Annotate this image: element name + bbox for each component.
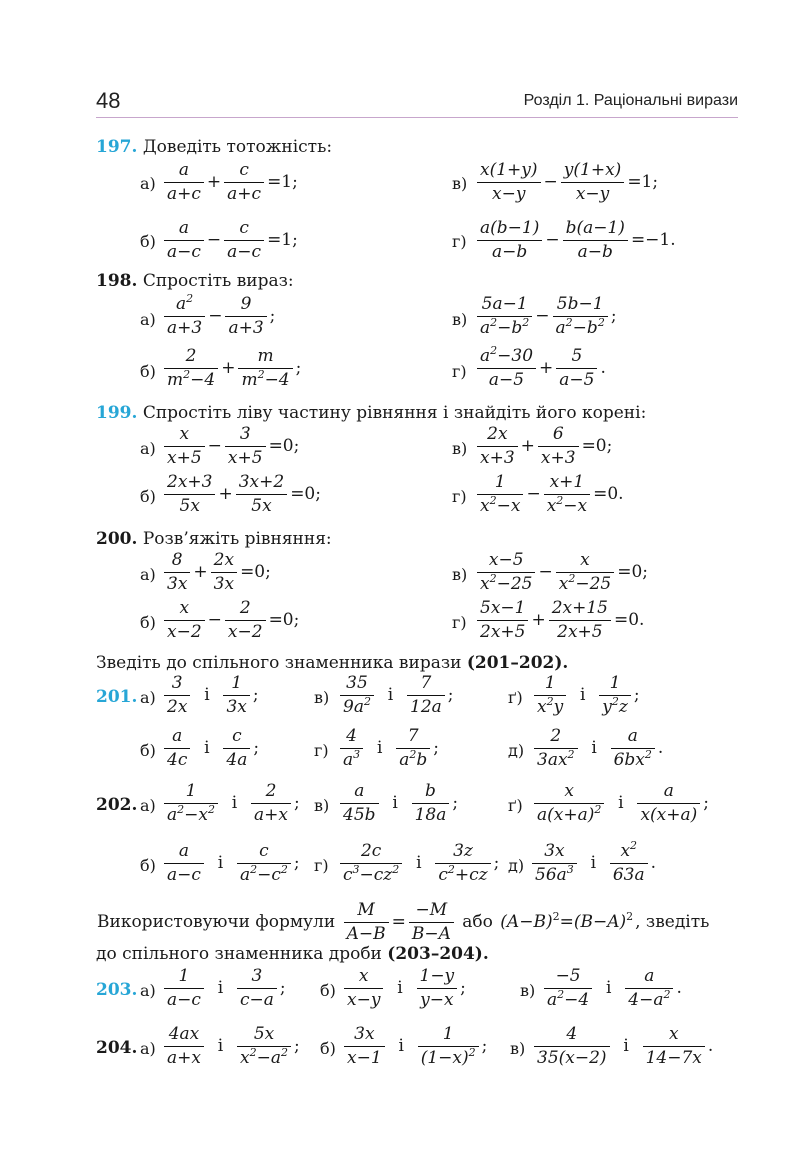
page-number: 48: [96, 88, 121, 113]
problem-199-heading: [96, 405, 646, 422]
item-label: в): [452, 565, 468, 584]
expression-201d: $\frac{2}{3ax^2}$ і $\frac{a}{6bx^2}$ .: [532, 728, 664, 769]
item-label: а): [140, 565, 156, 584]
expression-204a: $\frac{4ax}{a+x}$ і $\frac{5x}{x^2-a^2}$ ;: [162, 1026, 301, 1067]
expression-201v: $\frac{35}{9a^2}$ і $\frac{7}{12a}$ ;: [338, 675, 455, 716]
expression-199b: $\frac{2x+3}{5x}$ + $\frac{3x+2}{5x}$ =0;: [162, 474, 322, 515]
expression-201b: $\frac{a}{4c}$ і $\frac{c}{4a}$ ;: [162, 728, 260, 769]
expression-202gg: $\frac{x}{a(x+a)^2}$ і $\frac{a}{x(x+a)}$ ;: [532, 783, 710, 824]
item-label: б): [140, 487, 156, 506]
item-label: в): [314, 688, 330, 707]
expression-201a: $\frac{3}{2x}$ і $\frac{1}{3x}$ ;: [162, 675, 260, 716]
item-label: б): [140, 856, 156, 875]
expression-201gg: $\frac{1}{x^2y}$ і $\frac{1}{y^2z}$ ;: [532, 675, 641, 716]
formula: $(A-B)^2=(B-A)^2$: [500, 910, 634, 932]
item-label: в): [314, 796, 330, 815]
item-label: б): [140, 362, 156, 381]
item-label: г): [314, 741, 329, 760]
instruction-or: або: [462, 912, 493, 932]
problem-198-heading: [96, 273, 294, 290]
problem-197-heading: [96, 139, 332, 156]
item-label: б): [140, 741, 156, 760]
item-label: б): [320, 1039, 336, 1058]
problem-204-number: 204.: [96, 1038, 138, 1058]
expression-203a: $\frac{1}{a-c}$ і $\frac{3}{c-a}$ ;: [162, 968, 287, 1009]
expression-204v: $\frac{4}{35(x-2)}$ і $\frac{x}{14-7x}$ .: [532, 1026, 714, 1067]
item-label: д): [508, 741, 525, 760]
item-label: б): [140, 613, 156, 632]
item-label: а): [140, 439, 156, 458]
problem-text: Розв’яжіть рівняння:: [142, 529, 332, 549]
problem-number: 198.: [96, 271, 138, 291]
expression-202d: $\frac{3x}{56a^3}$ і $\frac{x^2}{63a}$ .: [530, 843, 657, 884]
expression-198a: $\frac{a^2}{a+3}$ − $\frac{9}{a+3}$ ;: [162, 296, 276, 337]
problem-text: Спростіть ліву частину рівняння і знайдіть його корені:: [142, 403, 647, 423]
expression-203b: $\frac{x}{x-y}$ і $\frac{1-y}{y-x}$ ;: [342, 968, 467, 1009]
item-label: в): [452, 310, 468, 329]
instruction-203-204-line1: Використовуючи формули $\frac{M}{A-B}$ = $\frac{-M}{B-A}$ або $(A-B)^2=(B-A)^2$ , зведіть: [97, 900, 710, 944]
chapter-title: Розділ 1. Раціональні вирази: [523, 92, 738, 109]
problem-number: 197.: [96, 137, 138, 157]
instruction-text: Використовуючи формули: [97, 912, 336, 932]
expression-198g: $\frac{a^2-30}{a-5}$ + $\frac{5}{a-5}$ .: [475, 348, 607, 389]
item-label: а): [140, 1039, 156, 1058]
item-label: в): [452, 174, 468, 193]
item-label: г): [452, 487, 467, 506]
expression-201g: $\frac{4}{a^3}$ і $\frac{7}{a^2b}$ ;: [338, 728, 440, 769]
expression-199v: $\frac{2x}{x+3}$ + $\frac{6}{x+3}$ =0;: [475, 426, 613, 467]
item-label: а): [140, 310, 156, 329]
item-label: а): [140, 796, 156, 815]
item-label: г): [452, 613, 467, 632]
problem-201-number: 201.: [96, 687, 138, 707]
item-label: в): [452, 439, 468, 458]
problem-text: Спростіть вираз:: [142, 271, 294, 291]
problem-number: 199.: [96, 403, 138, 423]
item-label: а): [140, 981, 156, 1000]
expression-200a: $\frac{8}{3x}$ + $\frac{2x}{3x}$ =0;: [162, 552, 272, 593]
expression-202g: $\frac{2c}{c^3-cz^2}$ і $\frac{3z}{c^2+cz}$ ;: [338, 843, 500, 884]
item-label: б): [320, 981, 336, 1000]
item-label: а): [140, 174, 156, 193]
item-label: б): [140, 232, 156, 251]
problem-202-number: 202.: [96, 795, 138, 815]
item-label: а): [140, 688, 156, 707]
problem-text: Доведіть тотожність:: [142, 137, 333, 157]
instruction-text: до спільного знаменника дроби: [96, 944, 382, 964]
expression-197b: $\frac{a}{a-c}$ − $\frac{c}{a-c}$ =1;: [162, 220, 299, 261]
expression-202b: $\frac{a}{a-c}$ і $\frac{c}{a^2-c^2}$ ;: [162, 843, 301, 884]
expression-204b: $\frac{3x}{x-1}$ і $\frac{1}{(1-x)^2}$ ;: [342, 1026, 488, 1067]
expression-200v: $\frac{x-5}{x^2-25}$ − $\frac{x}{x^2-25}$ =0;: [475, 552, 649, 593]
item-label: ґ): [508, 796, 523, 815]
item-label: г): [452, 232, 467, 251]
item-label: в): [510, 1039, 526, 1058]
item-label: д): [508, 856, 525, 875]
expression-197g: $\frac{a(b-1)}{a-b}$ − $\frac{b(a-1)}{a-b}$ =−1.: [475, 220, 677, 261]
expression-203v: $\frac{-5}{a^2-4}$ і $\frac{a}{4-a^2}$ .: [542, 968, 683, 1009]
item-label: г): [314, 856, 329, 875]
problem-203-number: 203.: [96, 980, 138, 1000]
header-divider: [96, 117, 738, 118]
expression-197a: $\frac{a}{a+c}$ + $\frac{c}{a+c}$ =1;: [162, 162, 299, 203]
problem-number: 200.: [96, 529, 138, 549]
expression-199a: $\frac{x}{x+5}$ − $\frac{3}{x+5}$ =0;: [162, 426, 300, 467]
expression-202a: $\frac{1}{a^2-x^2}$ і $\frac{2}{a+x}$ ;: [162, 783, 301, 824]
item-label: в): [520, 981, 536, 1000]
expression-198b: $\frac{2}{m^2-4}$ + $\frac{m}{m^2-4}$ ;: [162, 348, 302, 389]
expression-200g: $\frac{5x-1}{2x+5}$ + $\frac{2x+15}{2x+5}$ =0.: [475, 600, 645, 641]
instruction-203-204-line2: [96, 946, 489, 963]
expression-199g: $\frac{1}{x^2-x}$ − $\frac{x+1}{x^2-x}$ =0.: [475, 474, 625, 515]
expression-197v: $\frac{x(1+y)}{x-y}$ − $\frac{y(1+x)}{x-y}$ =1;: [475, 162, 659, 203]
instruction-201-202: [96, 655, 568, 672]
expression-200b: $\frac{x}{x-2}$ − $\frac{2}{x-2}$ =0;: [162, 600, 300, 641]
instruction-range: (201–202).: [466, 653, 569, 673]
instruction-text: Зведіть до спільного знаменника вирази: [96, 653, 462, 673]
item-label: г): [452, 362, 467, 381]
instruction-text: , зведіть: [635, 912, 710, 932]
expression-198v: $\frac{5a-1}{a^2-b^2}$ − $\frac{5b-1}{a^2-b^2}$ ;: [475, 296, 618, 337]
instruction-range: (203–204).: [387, 944, 489, 964]
problem-200-heading: [96, 531, 332, 548]
expression-202v: $\frac{a}{45b}$ і $\frac{b}{18a}$ ;: [338, 783, 459, 824]
item-label: ґ): [508, 688, 523, 707]
